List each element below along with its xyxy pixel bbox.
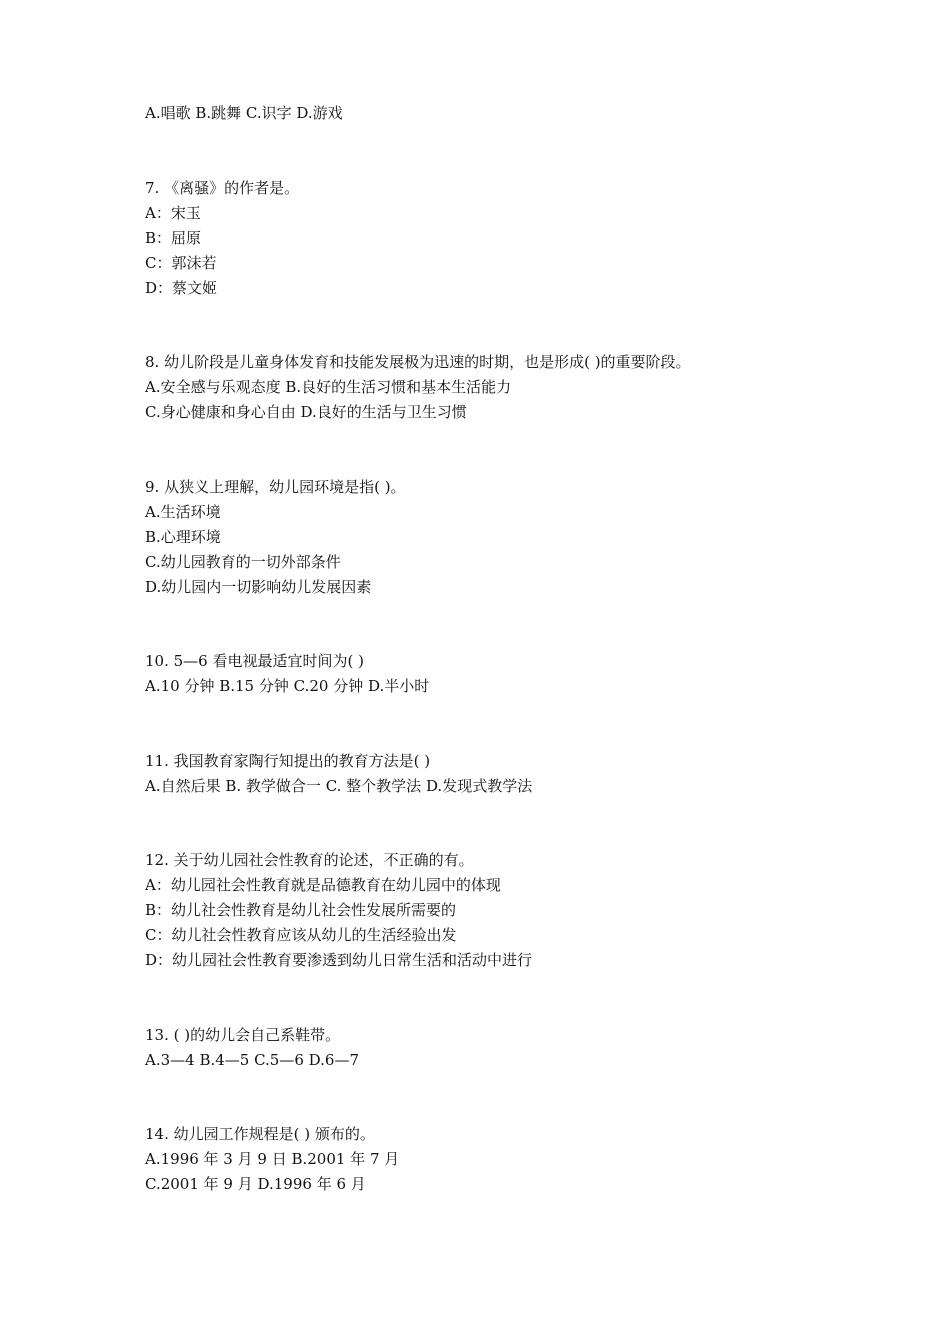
q9-option-d: D.幼儿园内一切影响幼儿发展因素 (145, 578, 372, 596)
q8-options-ab: A.安全感与乐观态度 B.良好的生活习惯和基本生活能力 (145, 378, 512, 396)
q12-option-c: C：幼儿社会性教育应该从幼儿的生活经验出发 (145, 926, 457, 944)
q9-option-c: C.幼儿园教育的一切外部条件 (145, 553, 341, 571)
q10-options: A.10 分钟 B.15 分钟 C.20 分钟 D.半小时 (145, 677, 430, 695)
q12-option-b: B：幼儿社会性教育是幼儿社会性发展所需要的 (145, 901, 457, 919)
q7-option-a: A：宋玉 (145, 204, 201, 222)
q6-options: A.唱歌 B.跳舞 C.识字 D.游戏 (145, 104, 343, 122)
q13-options: A.3—4 B.4—5 C.5—6 D.6—7 (145, 1051, 360, 1069)
q11-stem: 11. 我国教育家陶行知提出的教育方法是( ) (145, 752, 431, 770)
q7-option-b: B：屈原 (145, 229, 202, 247)
q9-option-a: A.生活环境 (145, 503, 221, 521)
q13-stem: 13. ( )的幼儿会自己系鞋带。 (145, 1026, 341, 1044)
q12-stem: 12. 关于幼儿园社会性教育的论述，不正确的有。 (145, 851, 474, 869)
q14-options-cd: C.2001 年 9 月 D.1996 年 6 月 (145, 1175, 366, 1193)
q7-stem: 7. 《离骚》的作者是。 (145, 179, 300, 197)
q9-stem: 9. 从狭义上理解，幼儿园环境是指( )。 (145, 478, 406, 496)
q14-options-ab: A.1996 年 3 月 9 日 B.2001 年 7 月 (145, 1150, 400, 1168)
q10-stem: 10. 5—6 看电视最适宜时间为( ) (145, 652, 364, 670)
q12-option-a: A：幼儿园社会性教育就是品德教育在幼儿园中的体现 (145, 876, 501, 894)
q14-stem: 14. 幼儿园工作规程是( ) 颁布的。 (145, 1125, 375, 1143)
q7-option-c: C：郭沫若 (145, 254, 217, 272)
q11-options: A.自然后果 B. 教学做合一 C. 整个教学法 D.发现式教学法 (145, 777, 533, 795)
q8-stem: 8. 幼儿阶段是儿童身体发育和技能发展极为迅速的时期，也是形成( )的重要阶段。 (145, 353, 691, 371)
q12-option-d: D：幼儿园社会性教育要渗透到幼儿日常生活和活动中进行 (145, 951, 533, 969)
q9-option-b: B.心理环境 (145, 528, 221, 546)
q7-option-d: D：蔡文姬 (145, 279, 218, 297)
q8-options-cd: C.身心健康和身心自由 D.良好的生活与卫生习惯 (145, 403, 467, 421)
